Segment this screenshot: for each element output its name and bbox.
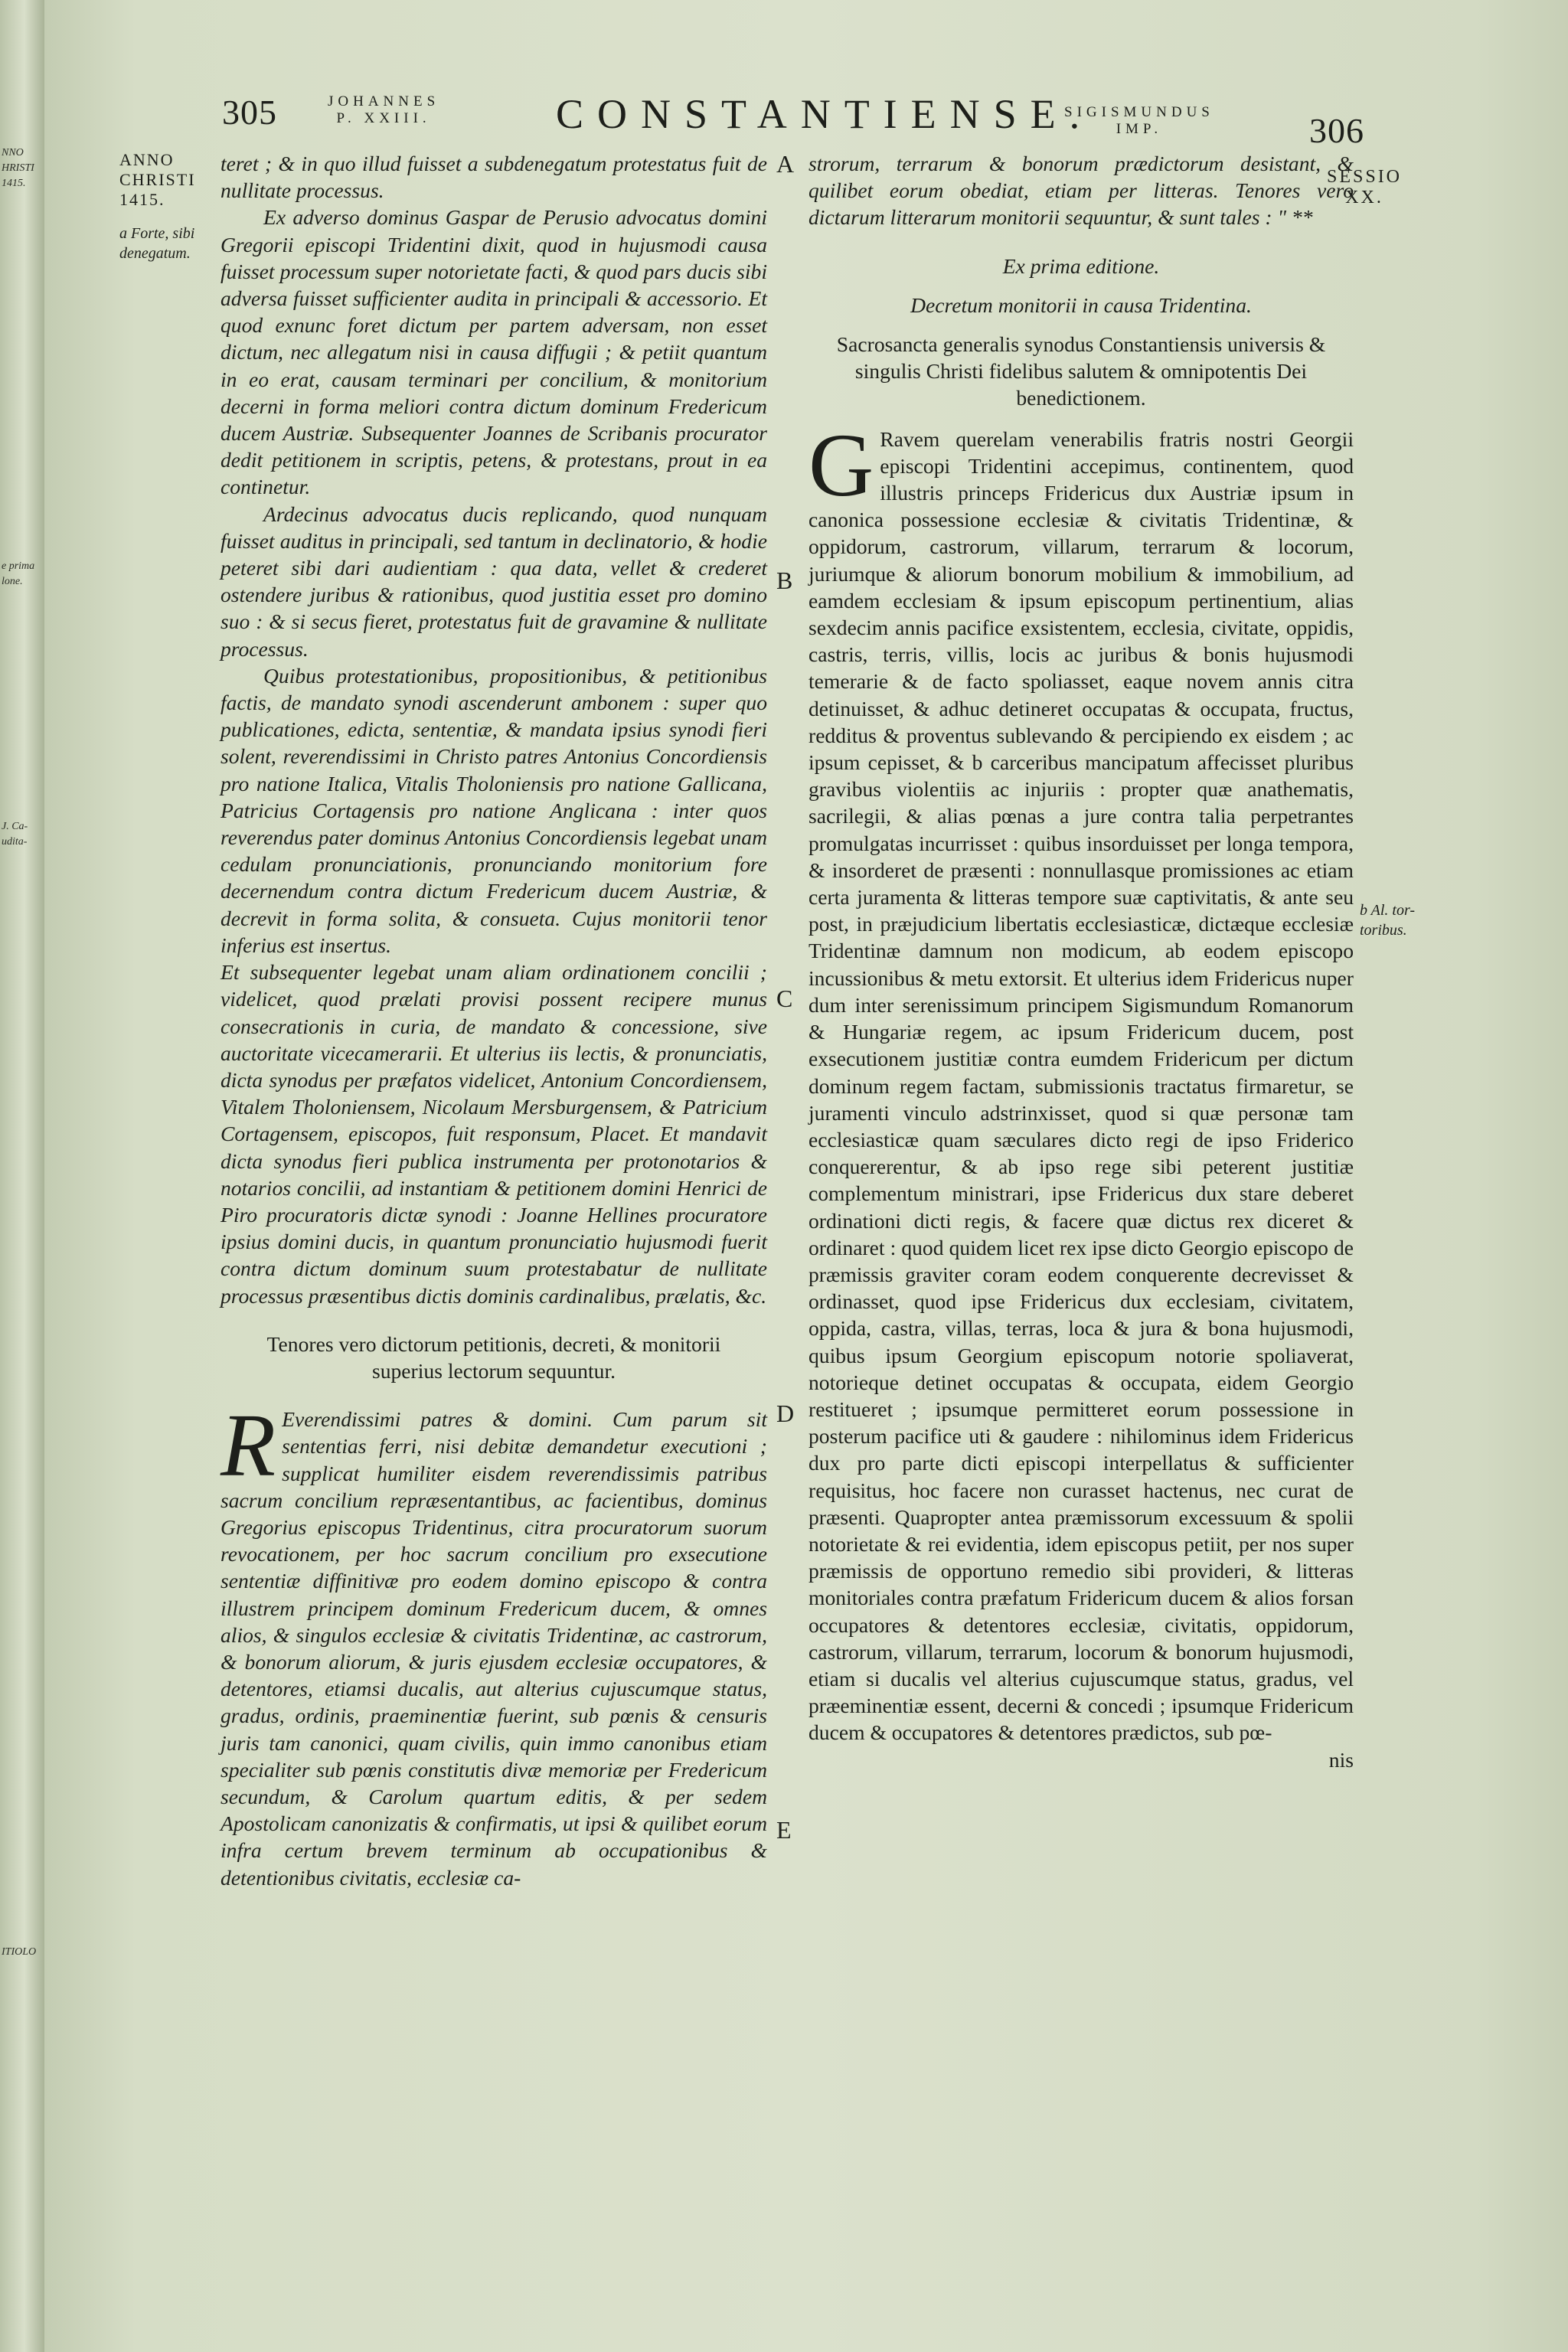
edge-fragment: NNO HRISTI 1415. [2, 147, 34, 189]
decree-body: Ravem querelam venerabilis fratris nostri Georgii episcopi Tridentini accepimus, continentem, quod illustris princeps Fridericus dux Austriæ ipsum in canonica possessione ecclesiæ & civitatis Tridentinæ, & oppidorum, castrorum, villarum, terrarum & locorum, juriumque & aliorum bonorum mobilium & immobilium, ad eamdem ecclesiam & ipsum episcopum pertinentium, alias sexdecim annis pacifice exsistentem, ecclesia, civitate, oppidis, castris, terris, villis, locis ac juribus & bonis hujusmodi temerarie & de facto spoliasset, eaque novem annis citra detinuisset, & adhuc detineret occupatas & occupata, fructus, redditus & proventus sublevando & percipiendo ex eisdem ; ac ipsum cepisset, & b carceribus mancipatum affecisset pluribus gravibus violentiis ac injuriis : propter quæ anathematis, sacrilegii, & alias pœnas a jure contra talia perpetrantes promulgatas incurrisset : quibus insorduisset per longa tempora, & insorderet de præsenti : nonnullasque promissiones ac etiam certa juramenta & litteras tempore suæ captivitatis, & ante seu post, in præjudicium libertatis ecclesiasticæ, dictæque ecclesiæ Tridentinæ damnum non modicum, ab eodem episcopo incussionibus & metu extorsit. Et ulterius idem Fridericus nuper dum inter serenissimum principem Sigismundum Romanorum & Hungariæ regem, ac ipsum Fridericum ducem, post exsecutionem justitiæ contra eumdem Fridericum per dictum dominum regem factam, submissionis tractatus firmaretur, se juramenti vinculo adstrinxisset, quod si quæ personæ tam ecclesiasticæ quam sæculares dicto regi de ipso Friderico conquererentur, & ab ipso rege sibi peterent justitiæ complementum ministrari, ipse Fridericus dux stare deberet ordinationi dicti regis, & facere quæ dictus rex diceret & ordinaret : quod quidem licet rex ipse dicto Georgio episcopo de præmissis graviter coram eodem conquerente decrevisset & ordinasset, quod ipse Fridericus dux ecclesiam, civitatem, oppida, castra, villas, terras, loca & jura & bona hujusmodi, quibus ipsum Georgium episcopum notorie spoliaverat, notorieque detinet occupatas & occupata, eidem Georgio restitueret ; ipsumque permitteret eorum possessione in posterum pacifice uti & gaudere : nihilominus idem Fridericus dux pro parte dicti episcopi interpellatus & sufficienter requisitus, hoc facere non curasset hactenus, nec curat de præsenti. Quapropter antea præmissorum excessuum & spolii notorietate & rei evidentia, idem episcopus petiit, per nos super præmissis de opportuno remedio sibi provideri, & litteras monitoriales contra præfatum Fridericum ducem & alios forsan occupatores & detentores ecclesiæ, civitatis, oppidorum, castrorum, villarum, terrarum, locorum & bonorum hujusmodi, etiam si ducalis vel alterius cujuscumque status, gradus, vel præeminentiæ essent, decerni & concedi ; ipsumque Fridericum ducem & occupatores & detentores prædictos, sub pœ- [808, 426, 1354, 1745]
paragraph: teret ; & in quo illud fuisset a subdenegatum protestatus fuit de nullitate processus. [220, 152, 767, 203]
book-page [44, 0, 1568, 2352]
catchword: nis [1328, 1747, 1354, 1772]
section-letter-e: E [776, 1816, 792, 1844]
section-letter-b: B [776, 567, 793, 594]
paragraph: Quibus protestationibus, propositionibus, & petitionibus factis, de mandato synodi ascenderunt ambonem : super quo publicationes, edicta, sententiæ, & mandata ipsius synodi fieri solent, reverendissimi in Christo patres Antonius Concordiensis pro natione Italica, Vitalis Tholoniensis pro natione Gallicana, Patricius Cortagensis pro natione Anglicana : inter quos reverendus pater dominus Antonius Concordiensis legebat unam cedulam pronunciationis, pronunciando monitorium fore decernendum contra dictum Fredericum ducem Austriæ, & decrevit in forma solita, & consueta. Cujus monitorii tenor inferius est insertus. [220, 663, 767, 957]
petition-text [220, 1395, 767, 1891]
sessio-margin: SESSIO XX. [1326, 167, 1403, 207]
drop-cap: G [808, 414, 874, 515]
section-letter-c: C [776, 985, 793, 1012]
page-title: CONSTANTIENSE. [556, 91, 1094, 137]
right-running-head: SIGISMUNDUS IMP. [1064, 104, 1214, 137]
footnote-b-margin: b Al. tor- toribus. [1360, 902, 1416, 939]
edge-fragment: J. Ca- udita- [2, 821, 28, 848]
decree-text [808, 414, 1354, 1746]
anno-christi-margin: ANNO CHRISTI 1415. [119, 150, 196, 209]
salutation: Sacrosancta generalis synodus Constantiensis universis & singulis Christi fidelibus salutem & omnipotentis Dei benedictionem. [836, 332, 1326, 410]
left-column [220, 150, 767, 1891]
paragraph: Ardecinus advocatus ducis replicando, quod nunquam fuisset auditus in principali, sed tantum in declinatorio, & hodie peteret sibi dari audientiam : qua data, vellet & crederet ostendere juribus & rationibus, quod justitia esset pro domino suo : & si secus fieret, protestatus fuit de gravamine & nullitate processus. [220, 501, 767, 661]
left-running-head: JOHANNES P. XXIII. [328, 93, 440, 126]
petition-body: Everendissimi patres & domini. Cum parum sit sententias ferri, nisi debitæ demandetur executioni ; supplicat humiliter eisdem reverendissimis patribus sacrum concilium repræsentantibus, ac facientibus, dominus Gregorius episcopus Tridentinus, citra procuratorum suorum revocationem, per hoc sacrum concilium pro exsecutione sententiæ diffinitivæ pro eodem domino episcopo & contra illustrem principem dominum Fredericum ducem, & omnes alios, & singulos ecclesiæ & civitatis Tridentinæ, ac castrorum, & bonorum aliorum, & juris ejusdem ecclesiæ occupatores, & detentores, etiamsi ducalis, aut alterius cujuscumque status, gradus, ordinis, praeminentiæ fuerint, sub pœnis & censuris juris tam canonici, quam civilis, quin immo canonibus etiam specialiter sub pœnis constitutis divæ memoriæ per Fredericum secundum, & Carolum quartum editis, & per sedem Apostolicam canonizatis & confirmatis, ut ipsi & quilibet eorum infra certum brevem terminum ab occupationibus & detentionibus civitatis, ecclesiæ ca- [220, 1407, 767, 1890]
previous-page-edge [0, 0, 46, 2352]
edition-note: Ex prima editione. [1002, 253, 1160, 278]
paragraph: strorum, terrarum & bonorum prædictorum desistant, & quilibet eorum obediat, etiam per litteras. Tenores vero dictarum litterarum monitorii sequuntur, & sunt tales : " ** [808, 152, 1354, 230]
drop-cap: R [220, 1395, 276, 1496]
paragraph: Et subsequenter legebat unam aliam ordinationem concilii ; videlicet, quod prælati provisi possent recipere munus consecrationis in curia, de mandato & concessione, sive auctoritate vicecamerarii. Et ulterius iis lectis, & pronunciatis, dicta synodus per præfatos videlicet, Antonium Concordiensem, Vitalem Tholoniensem, Nicolaum Mersburgensem, & Patricium Cortagensem, episcopos, fuit responsum, Placet. Et mandavit dicta synodus fieri publica instrumenta per protonotarios & notarios concilii, ad instantiam & petitionem domini Henrici de Piro procuratoris dictæ synodi : Joanne Hellines procuratore ipsius domini ducis, in quantum pronunciatio hujusmodi fuerit contra dictum dominum suum protestabatur de nullitate processus præsentibus dictis dominis cardinalibus, prælatis, &c. [220, 960, 767, 1308]
footnote-a-margin: a Forte, sibi denegatum. [119, 225, 195, 262]
right-page-number: 306 [1309, 111, 1364, 150]
decree-title: Decretum monitorii in causa Tridentina. [910, 292, 1252, 317]
edge-fragment: e prima lone. [2, 560, 35, 587]
left-page-number: 305 [222, 93, 277, 132]
section-letter-a: A [776, 150, 795, 178]
right-column [808, 150, 1354, 1773]
edge-fragment: ITIOLO [2, 1946, 37, 1958]
section-letter-d: D [776, 1400, 795, 1427]
paragraph: Ex adverso dominus Gaspar de Perusio advocatus domini Gregorii episcopi Tridentini dixit, quod in hujusmodi causa fuisset processum super notorietate facti, & quod pars ducis sibi adversa fuisset sufficienter audita in principali & accessorio. Et quod exnunc foret dictum per partem adversam, non esset dictum, nec allegatum nisi in causa diffugii ; & petiit quantum in eo erat, causam terminari per concilium, & monitorium decerni in forma meliori contra dictum dominum Fredericum ducem Austriæ. Subsequenter Joannes de Scribanis procurator dedit petitionem in scriptis, petens, & protestans, prout in ea continetur. [220, 205, 767, 499]
section-heading: Tenores vero dictorum petitionis, decreti, & monitorii superius lectorum sequuntur. [266, 1331, 721, 1383]
